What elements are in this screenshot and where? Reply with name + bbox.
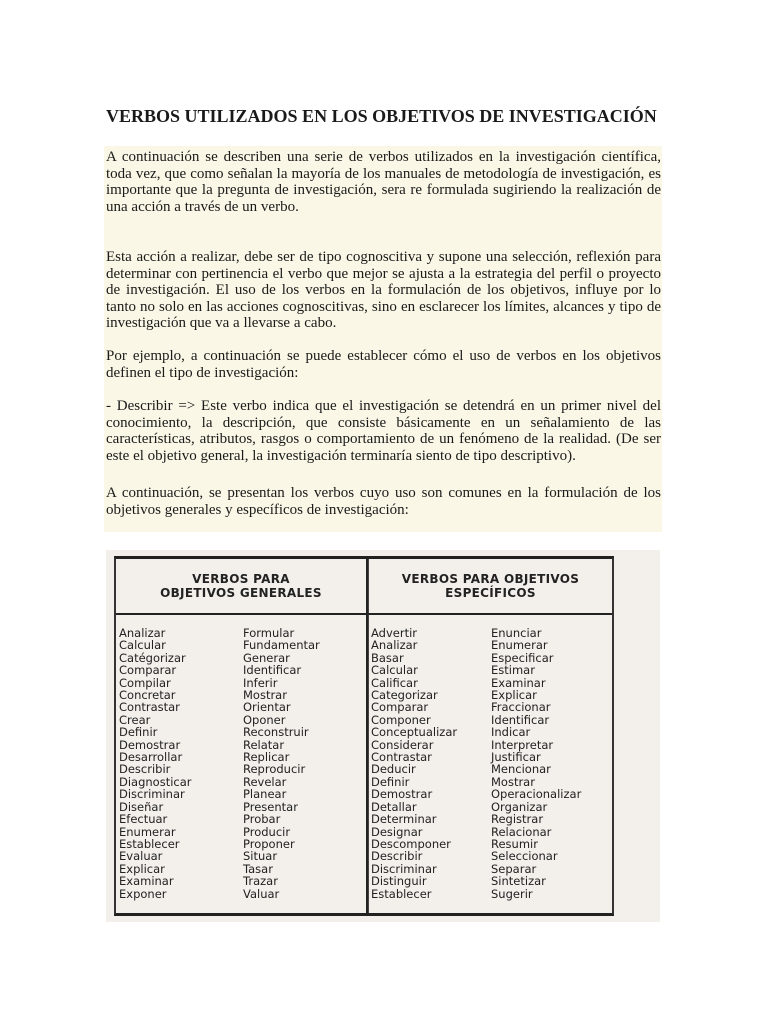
verb-item: Evaluar bbox=[119, 849, 163, 864]
verb-item: Contrastar bbox=[371, 750, 432, 765]
verb-item: Analizar bbox=[119, 626, 166, 640]
verb-item: Describir bbox=[119, 762, 171, 777]
verb-item: Explicar bbox=[119, 861, 165, 876]
verb-item: Seleccionar bbox=[491, 849, 558, 864]
verb-item: Situar bbox=[243, 849, 278, 864]
verb-item: Reconstruir bbox=[243, 725, 309, 740]
verb-item: Orientar bbox=[243, 700, 291, 715]
verb-item: Diagnosticar bbox=[119, 774, 192, 789]
verb-item: Formular bbox=[243, 626, 295, 640]
verb-item: Generar bbox=[243, 650, 290, 665]
verb-item: Mostrar bbox=[243, 688, 287, 703]
verb-item: Estimar bbox=[491, 663, 535, 678]
verb-item: Concretar bbox=[119, 688, 176, 703]
general-verbs-column-1 bbox=[119, 627, 192, 900]
verb-item: Advertir bbox=[371, 626, 418, 640]
verb-item: Catégorizar bbox=[119, 650, 186, 665]
verb-item: Discriminar bbox=[119, 787, 185, 802]
paragraph-example: Por ejemplo, a continuación se puede establecer cómo el uso de verbos en los objetivos definen el tipo de investigación: bbox=[106, 348, 661, 381]
verb-item: Compilar bbox=[119, 675, 171, 690]
verb-item: Detallar bbox=[371, 799, 417, 814]
verb-item: Interpretar bbox=[491, 737, 554, 752]
verb-item: Calificar bbox=[371, 675, 418, 690]
verb-item: Trazar bbox=[243, 874, 278, 889]
verb-item: Probar bbox=[243, 812, 281, 827]
verb-item: Distinguir bbox=[371, 874, 427, 889]
verb-item: Contrastar bbox=[119, 700, 180, 715]
verb-item: Discriminar bbox=[371, 861, 437, 876]
verb-item: Demostrar bbox=[371, 787, 433, 802]
verb-item: Inferir bbox=[243, 675, 278, 690]
verb-item: Conceptualizar bbox=[371, 725, 458, 740]
header-general-line2: OBJETIVOS GENERALES bbox=[160, 586, 322, 600]
specific-verbs-column-2 bbox=[491, 627, 581, 900]
header-specific-line2: ESPECÍFICOS bbox=[445, 586, 536, 600]
verb-item: Separar bbox=[491, 861, 537, 876]
verb-item: Enumerar bbox=[491, 638, 548, 653]
verb-item: Fundamentar bbox=[243, 638, 320, 653]
verb-item: Descomponer bbox=[371, 836, 451, 851]
verb-item: Planear bbox=[243, 787, 287, 802]
verb-item: Comparar bbox=[371, 700, 429, 715]
verb-item: Examinar bbox=[119, 874, 174, 889]
verb-item: Sugerir bbox=[491, 886, 533, 901]
verb-item: Operacionalizar bbox=[491, 787, 582, 802]
verb-item: Describir bbox=[371, 849, 423, 864]
table-header-divider bbox=[116, 613, 612, 615]
verb-item: Tasar bbox=[243, 861, 273, 876]
verb-item: Resumir bbox=[491, 836, 538, 851]
specific-verbs-column-1 bbox=[371, 627, 457, 900]
verb-item: Oponer bbox=[243, 712, 286, 727]
verb-item: Presentar bbox=[243, 799, 298, 814]
verb-item: Mencionar bbox=[491, 762, 551, 777]
paragraph-verbs-intro: A continuación, se presentan los verbos cuyo uso son comunes en la formulación de los objetivos generales y específicos de investigación: bbox=[106, 485, 661, 518]
verb-item: Revelar bbox=[243, 774, 287, 789]
verb-item: Componer bbox=[371, 712, 431, 727]
verb-item: Explicar bbox=[491, 688, 537, 703]
verb-item: Demostrar bbox=[119, 737, 181, 752]
verb-item: Calcular bbox=[119, 638, 166, 653]
verb-item: Identificar bbox=[243, 663, 302, 678]
verb-item: Replicar bbox=[243, 750, 290, 765]
verb-item: Basar bbox=[371, 650, 404, 665]
verb-item: Considerar bbox=[371, 737, 434, 752]
verb-item: Definir bbox=[119, 725, 158, 740]
verb-item: Designar bbox=[371, 824, 423, 839]
verb-item: Analizar bbox=[371, 638, 418, 653]
general-verbs-column-2 bbox=[243, 627, 320, 900]
verb-item: Proponer bbox=[243, 836, 295, 851]
verb-item: Enumerar bbox=[119, 824, 176, 839]
verb-item: Calcular bbox=[371, 663, 418, 678]
verb-item: Crear bbox=[119, 712, 151, 727]
verb-item: Deducir bbox=[371, 762, 416, 777]
verb-item: Desarrollar bbox=[119, 750, 183, 765]
verb-item: Sintetizar bbox=[491, 874, 546, 889]
verb-item: Establecer bbox=[119, 836, 180, 851]
header-specific-line1: VERBOS PARA OBJETIVOS bbox=[401, 572, 580, 586]
document-title: VERBOS UTILIZADOS EN LOS OBJETIVOS DE INVESTIGACIÓN bbox=[106, 106, 657, 126]
verb-item: Indicar bbox=[491, 725, 531, 740]
verb-item: Relatar bbox=[243, 737, 285, 752]
verb-item: Enunciar bbox=[491, 626, 542, 640]
verb-item: Mostrar bbox=[491, 774, 535, 789]
verb-item: Organizar bbox=[491, 799, 548, 814]
verb-item: Registrar bbox=[491, 812, 544, 827]
verb-item: Establecer bbox=[371, 886, 432, 901]
verbs-table bbox=[114, 556, 614, 916]
verb-item: Exponer bbox=[119, 886, 167, 901]
header-general-line1: VERBOS PARA bbox=[192, 572, 290, 586]
verb-item: Efectuar bbox=[119, 812, 168, 827]
verb-item: Especificar bbox=[491, 650, 554, 665]
paragraph-describir: - Describir => Este verbo indica que el investigación se detendrá en un primer nivel del conocimiento, la descripción, que consiste básicamente en un señalamiento de las características, atributos, rasgos o comportamiento de un fenómeno de la realidad. (De ser este el objetivo general, la investigación terminaría siento de tipo descriptivo). bbox=[106, 398, 661, 464]
verb-item: Comparar bbox=[119, 663, 177, 678]
verb-item: Reproducir bbox=[243, 762, 306, 777]
verb-item: Producir bbox=[243, 824, 291, 839]
verb-item: Categorizar bbox=[371, 688, 438, 703]
verb-item: Identificar bbox=[491, 712, 550, 727]
verb-item: Fraccionar bbox=[491, 700, 551, 715]
verb-item: Valuar bbox=[243, 886, 280, 901]
paragraph-intro: A continuación se describen una serie de verbos utilizados en la investigación científica, toda vez, que como señalan la mayoría de los manuales de metodología de investigación, es importante que la pregunta de investigación, sera re formulada sugiriendo la realización de una acción a través de un verbo. bbox=[106, 149, 661, 215]
verb-item: Relacionar bbox=[491, 824, 552, 839]
paragraph-cognitive-action: Esta acción a realizar, debe ser de tipo cognoscitiva y supone una selección, reflexión para determinar con pertinencia el verbo que mejor se ajusta a la estrategia del perfil o proyecto de investigación. El uso de los verbos en la formulación de los objetivos, influye por lo tanto no solo en las acciones cognoscitivas, sino en esclarecer los límites, alcances y tipo de investigación que va a llevarse a cabo. bbox=[106, 249, 661, 332]
verb-item: Diseñar bbox=[119, 799, 164, 814]
verb-item: Definir bbox=[371, 774, 410, 789]
header-specific-objectives bbox=[369, 572, 612, 600]
header-general-objectives bbox=[116, 572, 366, 600]
verb-item: Examinar bbox=[491, 675, 546, 690]
verb-item: Determinar bbox=[371, 812, 437, 827]
verb-item: Justificar bbox=[491, 750, 541, 765]
